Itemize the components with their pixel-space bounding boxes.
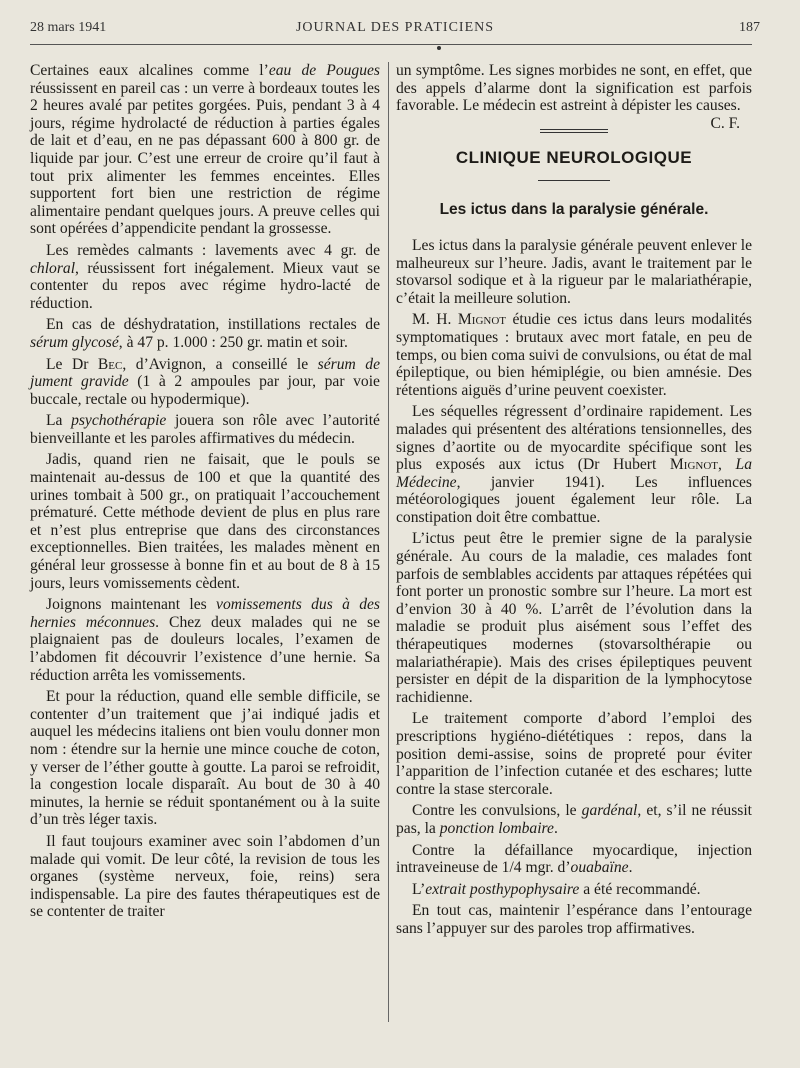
left-column (30, 62, 380, 925)
header-ornament (437, 46, 441, 50)
issue-date: 28 mars 1941 (30, 20, 107, 35)
paragraph: Jadis, quand rien ne faisait, que le pouls se maintenait au-dessus de 100 et que la quantité des urines tombait à 500 gr., on pratiquait l’accouchement prématuré. Cette méthode devient de plus en plus rare et n’est plus entreprise que dans des circonstances exceptionnelles. Bien traitées, les malades mènent en général leur grossesse à bonne fin et au bout de 8 à 15 jours, leurs vomissements cèdent. (30, 451, 380, 592)
running-head (30, 20, 760, 40)
column-divider (388, 62, 389, 1022)
title-rule (538, 180, 610, 181)
paragraph: En cas de déshydratation, instillations rectales de sérum glycosé, à 47 p. 1.000 : 250 gr. matin et soir. (30, 316, 380, 351)
paragraph: Les ictus dans la paralysie générale peuvent enlever le malheureux sur l’heure. Jadis, avant le traitement par le stovarsol sodique et à la rigueur par le malariathérapie, c’était la meilleure solution. (396, 236, 752, 307)
paragraph: Le Dr Bec, d’Avignon, a conseillé le sérum de jument gravide (1 à 2 ampoules par jour, par voie buccale, rectale ou hypodermique). (30, 355, 381, 408)
author-signature: C. F. (710, 114, 740, 132)
paragraph: Joignons maintenant les vomissements dus à des hernies méconnues. Chez deux malades qui ne se plaignaient pas de douleurs locales, l’examen de l’abdomen fit découvrir l’existence d’une hernie. Sa réduction arrêta les vomissements. (30, 596, 380, 684)
paragraph: L’ictus peut être le premier signe de la paralysie générale. Au cours de la maladie, ces malades font parfois de semblables accidents par attaques répétées qui font porter un pronostic sombre sur l’heure. La mort est d’envion 30 à 40 %. L’arrêt de l’évolution dans la maladie se produit plus aisément sous l’effet des thérapeutiques modernes (stovarsolthérapie ou malariathérapie). Mais des crises épileptiques peuvent persister en dépit de la disparition de la lymphocytose rachidienne. (396, 530, 752, 706)
paragraph: La psychothérapie jouera son rôle avec l’autorité bienveillante et les paroles affirmatives du médecin. (30, 412, 380, 447)
right-column (396, 62, 752, 942)
paragraph: Certaines eaux alcalines comme l’eau de Pougues réussissent en pareil cas : un verre à bordeaux toutes les 2 heures avalé par petites gorgées. Puis, pendant 3 à 4 jours, régime hydrolacté de réduction à parties égales de lait et d’eau, en ne pas dépassant 600 à 800 gr. de liquide par jour. C’est une erreur de croire qu’il faut à tout prix alimenter les femmes enceintes. Elles supportent fort bien une restriction de régime alimentaire pendant quelques jours. A preuve celles qui sont opérées d’appendicite pendant la grossesse. (30, 62, 381, 238)
header-rule (30, 44, 752, 45)
paragraph: Et pour la réduction, quand elle semble difficile, se contenter d’un traitement que j’ai indiqué jadis et auquel les médecins italiens ont bien voulu donner mon nom : étendre sur la hernie une mince couche de coton, y verser de l’éther goutte à goutte. La paroi se refroidit, la congestion locale disparaît. Au bout de 30 à 40 minutes, la hernie se réduit spontanément ou à la suite d’un très léger taxis. (30, 688, 380, 829)
section-title: CLINIQUE NEUROLOGIQUE (455, 147, 693, 167)
paragraph: L’extrait posthypophysaire a été recommandé. (412, 880, 701, 898)
paragraph: Le traitement comporte d’abord l’emploi des prescriptions hygiéno-diététiques : repos, dans la position demi-assise, soins de propreté pour éviter l’apparition de l’infection cutanée et des eschares; lutte contre la stase stercorale. (396, 710, 752, 798)
article-title: Les ictus dans la paralysie générale. (439, 201, 709, 219)
paragraph: Les séquelles régressent d’ordinaire rapidement. Les malades qui présentent des altérations tensionnelles, des signes d’aortite ou de myocardite spécifique sont les plus exposés aux ictus (Dr Hubert Mignot, La Médecine, janvier 1941). Les influences météorologiques jouent également leur rôle. La constipation doit être combattue. (396, 403, 753, 526)
paragraph: Il faut toujours examiner avec soin l’abdomen d’un malade qui vomit. De leur côté, la revision de tous les organes (système nerveux, foie, reins) sera indispensable. La pire des fautes thérapeutiques est de se contenter de traiter (30, 832, 380, 921)
paragraph: M. H. Mignot étudie ces ictus dans leurs modalités symptomatiques : brutaux avec mort fatale, en peu de temps, ou bien coma suivi de convulsions, ou état de mal épileptique, ou bien hémiplégie, ou bien amnésie. Des rétentions aiguës d’urine peuvent coexister. (396, 311, 752, 399)
paragraph: Contre les convulsions, le gardénal, et, s’il ne réussit pas, la ponction lombaire. (396, 802, 752, 837)
paragraph: Les remèdes calmants : lavements avec 4 gr. de chloral, réussissent fort inégalement. Mieux vaut se contenter du repos avec régime hydro-lacté de réduction. (30, 241, 380, 312)
paragraph: En tout cas, maintenir l’espérance dans l’entourage sans l’appuyer sur des paroles trop affirmatives. (396, 902, 752, 937)
journal-title: JOURNAL DES PRATICIENS (295, 20, 495, 35)
paragraph: Contre la défaillance myocardique, injection intraveineuse de 1/4 mgr. d’ouabaïne. (396, 841, 752, 877)
page-number: 187 (739, 20, 760, 35)
section-separator (540, 129, 608, 133)
paragraph: un symptôme. Les signes morbides ne sont, en effet, que des appels d’alarme dont la signification est parfois favorable. Le médecin est astreint à dépister les causes. C. F. (396, 62, 752, 132)
